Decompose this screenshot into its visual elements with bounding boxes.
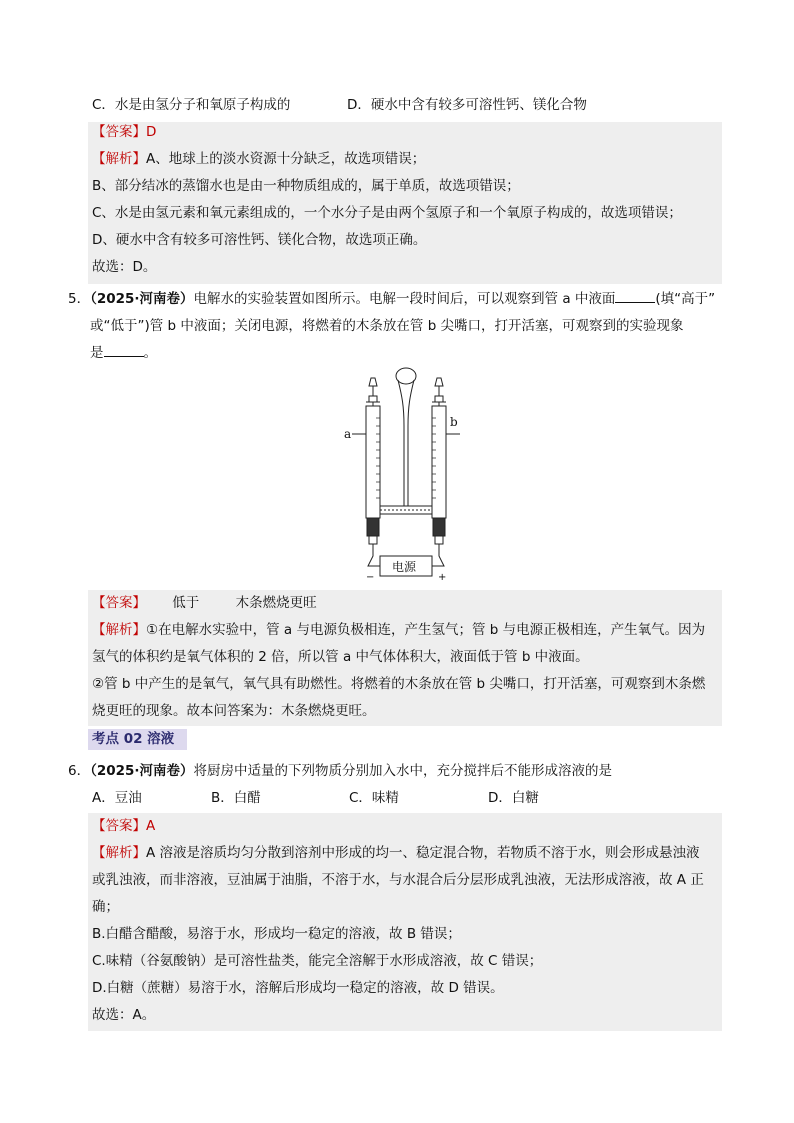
analysis-label: 【解析】 bbox=[92, 622, 146, 638]
analysis-label: 【解析】 bbox=[92, 151, 146, 167]
q5-analysis-line-2: 氢气的体积约是氧气体积的 2 倍，所以管 a 中气体体积大，液面低于管 b 中液面。 bbox=[92, 649, 589, 665]
q6-answer bbox=[92, 817, 155, 835]
q5-stem-line-1: 5．（2025·河南卷）电解水的实验装置如图所示。电解一段时间后，可以观察到管 a 中液面 (填“高于” bbox=[68, 291, 716, 307]
tube-b bbox=[432, 406, 446, 518]
q4-analysis-line-3: C、水是由氢元素和氧元素组成的，一个水分子是由两个氢原子和一个氧原子构成的，故选项错误； bbox=[92, 205, 682, 221]
q4-answer-block bbox=[88, 122, 722, 284]
section-header: 考点 02 溶液 bbox=[88, 729, 187, 750]
q6-analysis-line-6: D.白糖（蔗糖）易溶于水，溶解后形成均一稳定的溶液，故 D 错误。 bbox=[92, 980, 504, 996]
q4-answer bbox=[92, 123, 156, 141]
q6-analysis-line-3: 确； bbox=[92, 899, 119, 915]
q6-option-d: D．白糖 bbox=[488, 790, 539, 806]
q6-analysis-line-4: B.白醋含醋酸，易溶于水，形成均一稳定的溶液，故 B 错误； bbox=[92, 926, 461, 942]
answer-label: 【答案】 bbox=[92, 124, 146, 140]
positive-terminal: + bbox=[438, 572, 447, 583]
q5-analysis-line-1: 【解析】①在电解水实验中，管 a 与电源负极相连，产生氢气；管 b 与电源正极相连，产生氧气。因为 bbox=[92, 622, 706, 638]
fill-blank-1[interactable] bbox=[615, 290, 655, 303]
q6-option-a: A．豆油 bbox=[92, 790, 142, 806]
answer-value-2: 木条燃烧更旺 bbox=[235, 595, 317, 611]
q5-stem-line-2: 或“低于”)管 b 中液面；关闭电源，将燃着的木条放在管 b 尖嘴口，打开活塞，可观察到的实验现象 bbox=[90, 318, 684, 334]
q4-analysis-line-2: B、部分结冰的蒸馏水也是由一种物质组成的，属于单质，故选项错误； bbox=[92, 178, 520, 194]
q4-analysis-line-4: D、硬水中含有较多可溶性钙、镁化合物，故选项正确。 bbox=[92, 232, 427, 248]
analysis-label: 【解析】 bbox=[92, 845, 146, 861]
negative-terminal: − bbox=[366, 572, 375, 583]
q5-answer bbox=[92, 594, 317, 612]
diagram-label-b: b bbox=[450, 415, 458, 429]
question-number: 6． bbox=[68, 763, 91, 779]
answer-label: 【答案】 bbox=[92, 818, 146, 834]
tube-a bbox=[366, 406, 380, 518]
q6-conclusion: 故选：A。 bbox=[92, 1007, 156, 1023]
fill-blank-2[interactable] bbox=[104, 344, 144, 357]
q6-stem: 6．（2025·河南卷）将厨房中适量的下列物质分别加入水中，充分搅拌后不能形成溶液的是 bbox=[68, 763, 613, 779]
q4-analysis-line-1: 【解析】A、地球上的淡水资源十分缺乏，故选项错误； bbox=[92, 151, 426, 167]
q6-analysis-line-2: 或乳浊液，而非溶液，豆油属于油脂，不溶于水，与水混合后分层形成乳浊液，无法形成溶液，故 A 正 bbox=[92, 872, 704, 888]
q4-option-c: C．水是由氢分子和氧原子构成的 bbox=[92, 97, 291, 113]
q4-option-d: D．硬水中含有较多可溶性钙、镁化合物 bbox=[347, 97, 587, 113]
question-source: （2025·河南卷） bbox=[90, 763, 194, 779]
diagram-label-a: a bbox=[344, 427, 352, 441]
q6-option-c: C．味精 bbox=[349, 790, 399, 806]
q5-analysis-line-3: ②管 b 中产生的是氧气，氧气具有助燃性。将燃着的木条放在管 b 尖嘴口，打开活塞，可观察到木条燃 bbox=[92, 676, 706, 692]
q4-conclusion: 故选：D。 bbox=[92, 259, 157, 275]
answer-value: A bbox=[146, 818, 156, 834]
diagram-power-label: 电源 bbox=[392, 560, 417, 574]
q6-analysis-line-5: C.味精（谷氨酸钠）是可溶性盐类，能完全溶解于水形成溶液，故 C 错误； bbox=[92, 953, 543, 969]
question-source: （2025·河南卷） bbox=[90, 291, 194, 307]
question-number: 5． bbox=[68, 291, 91, 307]
answer-label: 【答案】 bbox=[92, 595, 146, 611]
q6-option-b: B．白醋 bbox=[211, 790, 261, 806]
electrolysis-apparatus-diagram bbox=[340, 366, 460, 586]
q5-analysis-line-4: 烧更旺的现象。故本问答案为：木条燃烧更旺。 bbox=[92, 703, 376, 719]
q6-analysis-line-1: 【解析】A 溶液是溶质均匀分散到溶剂中形成的均一、稳定混合物，若物质不溶于水，则会形成悬浊液 bbox=[92, 845, 700, 861]
answer-value-1: 低于 bbox=[172, 595, 200, 611]
answer-value: D bbox=[146, 124, 157, 140]
q5-stem-line-3: 是 。 bbox=[90, 345, 157, 361]
